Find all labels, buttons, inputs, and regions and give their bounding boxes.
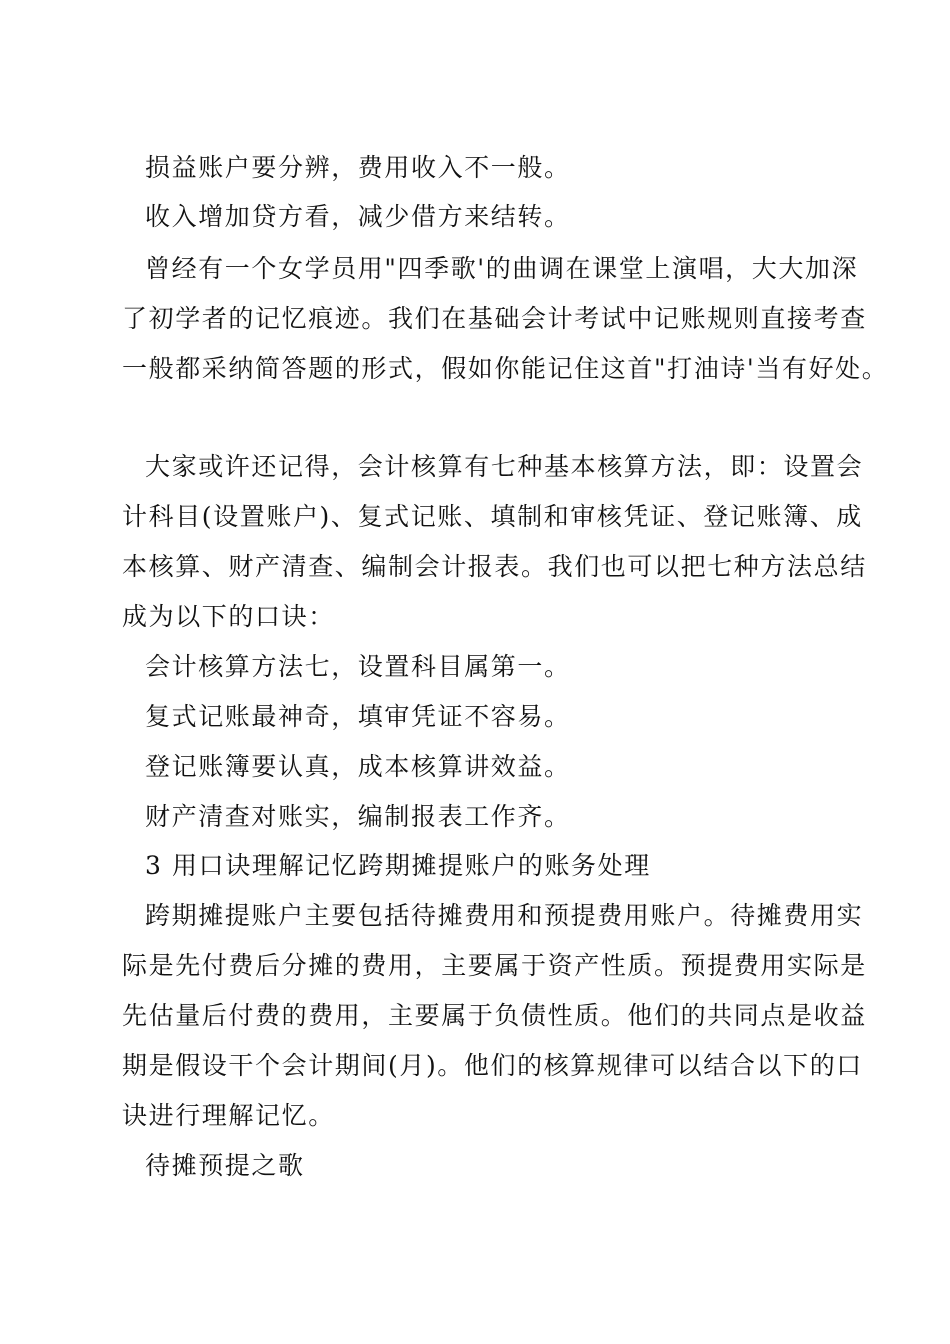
text-line: 际是先付费后分摊的费用，主要属于资产性质。预提费用实际是 [122,951,867,980]
text-line: 跨期摊提账户主要包括待摊费用和预提费用账户。待摊费用实 [145,901,864,930]
text-line: 损益账户要分辨，费用收入不一般。 [145,153,571,182]
text-line: 了初学者的记忆痕迹。我们在基础会计考试中记账规则直接考查 [122,304,867,333]
text-line: 一般都采纳简答题的形式，假如你能记住这首"打油诗'当有好处。 [122,354,889,383]
text-line: 会计核算方法七，设置科目属第一。 [145,652,571,681]
section-heading: 3 用口诀理解记忆跨期摊提账户的账务处理 [145,851,651,880]
text-line: 计科目(设置账户)、复式记账、填制和审核凭证、登记账簿、成 [122,502,863,531]
text-line: 期是假设干个会计期间(月)。他们的核算规律可以结合以下的口 [122,1051,863,1080]
text-line: 登记账簿要认真，成本核算讲效益。 [145,752,571,781]
song-title: 待摊预提之歌 [145,1151,305,1180]
text-line: 曾经有一个女学员用"四季歌'的曲调在课堂上演唱，大大加深 [145,254,859,283]
text-line: 本核算、财产清查、编制会计报表。我们也可以把七种方法总结 [122,552,867,581]
text-line: 成为以下的口诀： [122,602,335,631]
text-line: 财产清查对账实，编制报表工作齐。 [145,802,571,831]
text-line: 大家或许还记得，会计核算有七种基本核算方法，即：设置会 [145,452,864,481]
text-line: 复式记账最神奇，填审凭证不容易。 [145,702,571,731]
text-line: 收入增加贷方看，减少借方来结转。 [145,202,571,231]
text-line: 先估量后付费的费用，主要属于负债性质。他们的共同点是收益 [122,1001,867,1030]
text-line: 诀进行理解记忆。 [122,1101,335,1130]
